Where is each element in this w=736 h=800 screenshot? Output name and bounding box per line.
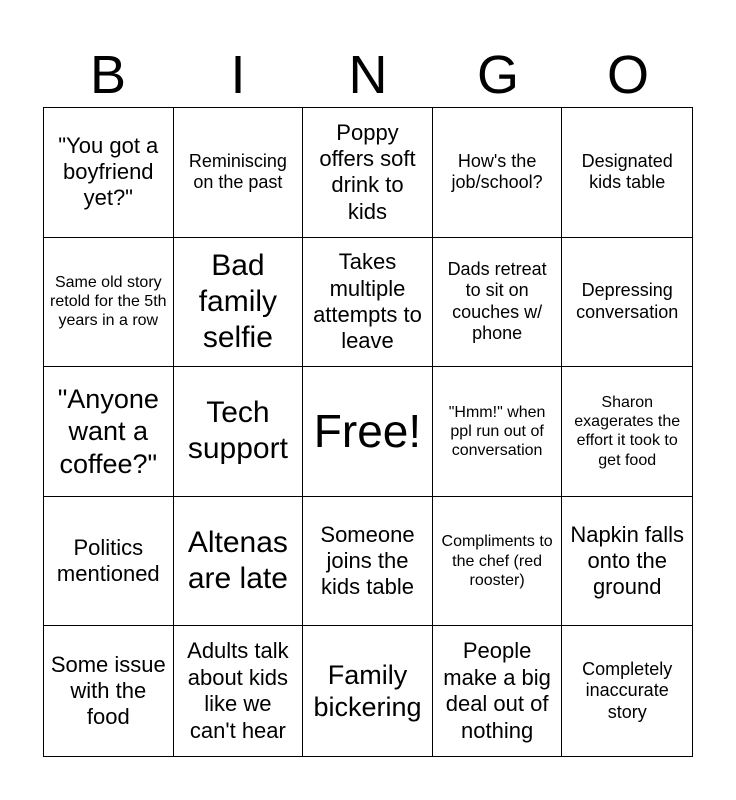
cell-text: How's the job/school? <box>451 150 543 193</box>
bingo-cell-r1-c3[interactable] <box>303 108 433 238</box>
cell-text: Altenas are late <box>187 526 288 596</box>
cell-text: Bad family selfie <box>198 248 278 354</box>
bingo-cell-r4-c2[interactable] <box>174 497 304 627</box>
cell-text: Same old story retold for the 5th years in a row <box>50 274 167 330</box>
bingo-cell-r4-c4[interactable] <box>433 497 563 627</box>
cell-text: Napkin falls onto the ground <box>570 521 685 600</box>
cell-text: "Hmm!" when ppl run out of conversation <box>448 403 546 460</box>
cell-text: Sharon exagerates the effort it took to get food <box>574 394 681 469</box>
cell-text: People make a big deal out of nothing <box>443 638 551 743</box>
cell-text: "Anyone want a coffee?" <box>57 383 159 479</box>
cell-text: Compliments to the chef (red rooster) <box>441 533 553 589</box>
bingo-cell-r3-c5[interactable] <box>562 367 692 497</box>
bingo-cell-r5-c4[interactable] <box>433 626 563 756</box>
bingo-cell-r4-c5[interactable] <box>562 497 692 627</box>
bingo-cell-r5-c5[interactable] <box>562 626 692 756</box>
cell-text: Completely inaccurate story <box>582 658 673 722</box>
bingo-cell-r3-c1[interactable] <box>44 367 174 497</box>
bingo-cell-r5-c3[interactable] <box>303 626 433 756</box>
cell-text: Depressing conversation <box>576 280 679 322</box>
bingo-cell-r1-c4[interactable] <box>433 108 563 238</box>
header-letter-o: O <box>606 45 649 105</box>
header-letter-b: B <box>89 45 127 105</box>
cell-text: Reminiscing on the past <box>188 150 287 193</box>
bingo-cell-free[interactable] <box>303 367 433 497</box>
bingo-header <box>43 42 693 108</box>
header-letter-n: N <box>348 45 388 105</box>
bingo-board <box>43 107 693 757</box>
free-space-label: Free! <box>313 404 422 457</box>
bingo-cell-r5-c2[interactable] <box>174 626 304 756</box>
cell-text: Some issue with the food <box>50 651 166 730</box>
bingo-cell-r2-c3[interactable] <box>303 238 433 368</box>
cell-text: Takes multiple attempts to leave <box>313 249 422 354</box>
bingo-cell-r1-c1[interactable] <box>44 108 174 238</box>
cell-text: Dads retreat to sit on couches w/ phone <box>447 258 547 344</box>
bingo-cell-r4-c3[interactable] <box>303 497 433 627</box>
bingo-cell-r2-c5[interactable] <box>562 238 692 368</box>
bingo-cell-r2-c2[interactable] <box>174 238 304 368</box>
bingo-cell-r1-c5[interactable] <box>562 108 692 238</box>
header-letter-g: G <box>476 45 519 105</box>
cell-text: Politics mentioned <box>56 534 160 587</box>
bingo-cell-r2-c1[interactable] <box>44 238 174 368</box>
bingo-cell-r5-c1[interactable] <box>44 626 174 756</box>
bingo-cell-r3-c4[interactable] <box>433 367 563 497</box>
header-letter-i: I <box>230 45 246 105</box>
cell-text: Designated kids table <box>581 150 673 193</box>
cell-text: "You got a boyfriend yet?" <box>58 132 159 211</box>
bingo-cell-r3-c2[interactable] <box>174 367 304 497</box>
cell-text: Poppy offers soft drink to kids <box>319 119 416 224</box>
bingo-cell-r2-c4[interactable] <box>433 238 563 368</box>
cell-text: Adults talk about kids like we can't hear <box>187 638 289 743</box>
cell-text: Tech support <box>187 396 288 466</box>
bingo-cell-r4-c1[interactable] <box>44 497 174 627</box>
bingo-cell-r1-c2[interactable] <box>174 108 304 238</box>
cell-text: Family bickering <box>313 659 422 723</box>
cell-text: Someone joins the kids table <box>320 521 415 600</box>
